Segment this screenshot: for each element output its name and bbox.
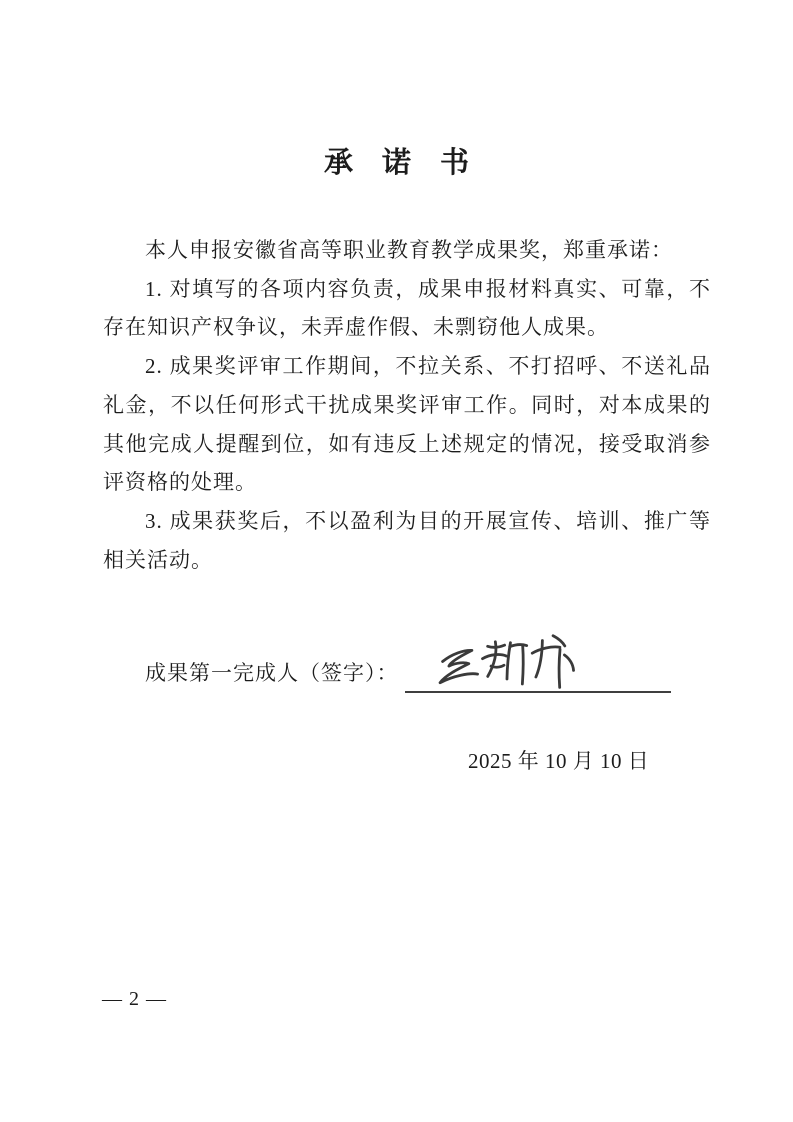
date-line: 2025 年 10 月 10 日	[468, 749, 650, 773]
document-title: 承 诺 书	[323, 147, 469, 179]
signature-line	[405, 652, 671, 693]
signature-handwriting-icon	[427, 633, 587, 697]
document-body	[103, 231, 711, 579]
page-number: — 2 —	[102, 988, 167, 1010]
paragraph-item-1: 1. 对填写的各项内容负责，成果申报材料真实、可靠，不存在知识产权争议，未弄虚作假、未剽窃他人成果。	[103, 276, 711, 340]
paragraph-item-3: 3. 成果获奖后，不以盈利为目的开展宣传、培训、推广等相关活动。	[103, 508, 711, 572]
signature-label: 成果第一完成人（签字）：	[145, 661, 399, 685]
signature-row	[145, 652, 671, 693]
paragraph-item-2: 2. 成果奖评审工作期间，不拉关系、不打招呼、不送礼品礼金，不以任何形式干扰成果奖评审工作。同时，对本成果的其他完成人提醒到位，如有违反上述规定的情况，接受取消参评资格的处理。	[103, 354, 711, 495]
paragraph-intro: 本人申报安徽省高等职业教育教学成果奖，郑重承诺：	[145, 238, 673, 262]
signature-name	[405, 652, 406, 653]
